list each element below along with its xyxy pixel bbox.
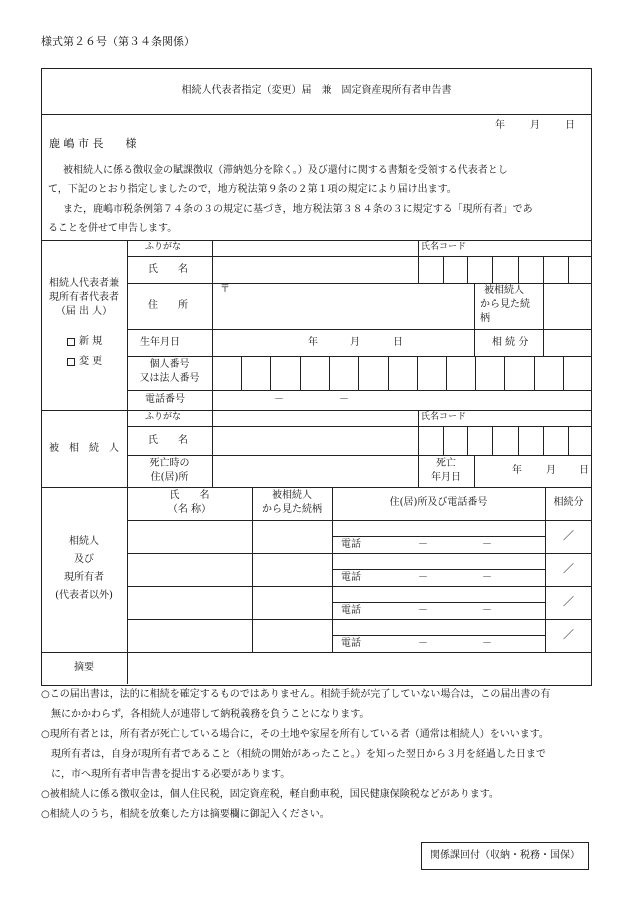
note-line: 現所有者は，自身が現所有者であること（相続の開始があったこと。）を知った翌日から３月を経過した日まで [41,749,546,760]
divider [127,283,592,284]
col-relation-line2: から見た続柄 [262,504,322,515]
rep-phone-label: 電話番号 [145,394,185,405]
divider [300,356,301,390]
heir-phone-label: 電話 [341,539,361,550]
col-name-line2: （名 称） [167,504,212,515]
heir-share-slash: ／ [563,595,574,608]
divider [127,455,592,456]
heir-phone-dash: － [482,572,492,583]
divider [127,553,592,554]
heir-share-slash: ／ [563,628,574,641]
note-line: ○被相続人に係る徴収金は，個人住民税，固定資産税，軽自動車税，国民健康保険税などがあります。 [41,789,499,800]
date-month-label: 月 [530,120,540,131]
divider [127,586,592,587]
rep-birth-label: 生年月日 [140,337,180,348]
heir-phone-label: 電話 [341,638,361,649]
rep-label-line1: 相続人代表者兼 [49,278,119,289]
divider [270,356,271,390]
divider [543,329,544,356]
divider [467,256,468,283]
divider [241,356,242,390]
change-checkbox[interactable] [67,358,75,366]
rep-relation-line2: から見た続 [480,299,530,310]
divider [388,356,389,390]
intro-line-1: 被相続人に係る徴収金の賦課徴収（滞納処分を除く。）及び還付に関する書類を受領する代表者とし [63,165,508,176]
heir-phone-label: 電話 [341,572,361,583]
divider [127,356,592,357]
divider [41,240,592,241]
birth-month-label: 月 [350,337,360,348]
heirs-label-line2: 及び [74,554,94,565]
divider [329,356,330,390]
addressee: 鹿 嶋 市 長 様 [49,137,137,150]
divider [504,356,505,390]
change-checkbox-label: 変 更 [79,356,103,367]
rep-name-code-label: 氏名コード [421,242,467,252]
new-checkbox-label: 新 規 [79,336,103,347]
heir-phone-dash: － [482,605,492,616]
intro-line-2: て，下記のとおり指定しましたので，地方税法第９条の２第１項の規定により届け出ます。 [48,184,457,195]
divider [543,256,544,283]
deceased-name-label: 氏 名 [148,435,188,446]
divider [443,426,444,455]
divider [518,426,519,455]
date-day-label: 日 [565,120,575,131]
note-line: ○相続人のうち，相続を放棄した方は摘要欄に御記入ください。 [41,809,330,820]
divider [418,410,419,455]
birth-day-label: 日 [393,337,403,348]
rep-address-label: 住 所 [148,300,188,311]
office-routing-label: 関係課回付（収納・税務・国保） [430,850,580,861]
heir-phone-dash: － [418,572,428,583]
divider [418,240,419,283]
death-month-label: 月 [546,465,556,476]
divider [534,356,535,390]
rep-id-label-line1: 個人番号 [149,359,190,370]
deceased-addr-line1: 死亡時の [149,458,190,469]
deceased-name-code-label: 氏名コード [421,412,467,422]
heir-phone-dash: － [418,638,428,649]
heir-phone-dash: － [482,638,492,649]
heirs-label-line3: 現所有者 [64,572,104,583]
divider [41,487,592,488]
death-year-label: 年 [512,465,522,476]
divider [417,356,418,390]
divider [358,356,359,390]
rep-label-line3: （届 出 人） [55,306,113,317]
rep-id-label-line2: 又は法人番号 [139,373,200,384]
col-relation-line1: 被相続人 [272,490,312,501]
divider [127,390,592,391]
form-title: 相続人代表者指定（変更）届 兼 固定資産現所有者申告書 [181,85,452,96]
divider [127,520,592,521]
divider [467,426,468,455]
phone-dash: － [274,394,284,405]
divider [41,652,592,653]
deceased-furigana-label: ふりがな [145,412,182,422]
date-year-label: 年 [495,120,505,131]
heir-phone-dash: － [418,539,428,550]
heirs-label-line1: 相続人 [69,536,99,547]
divider [543,426,544,455]
heir-share-slash: ／ [563,529,574,542]
col-name-line1: 氏 名 [169,490,210,501]
divider [474,329,475,356]
divider [474,455,475,487]
postal-mark: 〒 [220,284,230,295]
form-number: 様式第２６号（第３４条関係） [41,35,195,48]
col-address-phone: 住(居)所及び電話番号 [389,497,488,508]
death-date-line2: 年月日 [431,472,461,483]
rep-share-label: 相 続 分 [492,337,529,348]
note-line: ○この届出書は，法的に相続を確定するものではありません。相続手続が完了していない場合は，この届出書の有 [41,689,551,700]
divider [563,356,564,390]
divider [332,536,545,537]
rep-name-label: 氏 名 [148,264,188,275]
note-line: ○現所有者とは，所有者が死亡している場合に，その土地や家屋を所有している者（通常は相続人）をいいます。 [41,729,549,740]
deceased-addr-line2: 住(居)所 [150,472,189,483]
divider [446,356,447,390]
divider [543,283,544,329]
divider [518,256,519,283]
new-checkbox[interactable] [67,338,75,346]
rep-relation-line3: 柄 [480,313,490,324]
divider [475,356,476,390]
divider [41,410,592,411]
divider [41,114,592,115]
intro-line-3: また，鹿嶋市税条例第７４条の３の規定に基づき，地方税法第３８４条の３に規定する「現所有者」であ [63,204,533,215]
divider [212,240,213,410]
heirs-label-line4: (代表者以外) [55,590,113,601]
note-line: に，市へ現所有者申告書を提出する必要があります。 [41,769,291,780]
divider [492,426,493,455]
divider [443,256,444,283]
rep-relation-line1: 被相続人 [484,285,524,296]
rep-label-line2: 現所有者代表者 [49,292,119,303]
col-share: 相続分 [553,497,584,508]
divider [492,256,493,283]
heir-phone-dash: － [418,605,428,616]
divider [332,635,545,636]
divider [212,410,213,487]
divider [127,426,592,427]
divider [332,569,545,570]
divider [127,256,592,257]
birth-year-label: 年 [308,337,318,348]
phone-dash: － [339,394,349,405]
remarks-label: 摘要 [74,662,94,673]
divider [332,602,545,603]
heir-share-slash: ／ [563,562,574,575]
death-day-label: 日 [579,465,589,476]
death-date-line1: 死亡 [436,458,456,469]
divider [127,619,592,620]
divider [474,283,475,329]
divider [127,329,592,330]
divider [568,256,569,283]
divider [568,426,569,455]
heir-phone-label: 電話 [341,605,361,616]
note-line: 無にかかわらず，各相続人が連帯して納税義務を負うことになります。 [41,709,370,720]
heir-phone-dash: － [482,539,492,550]
rep-furigana-label: ふりがな [145,242,182,252]
deceased-label: 被 相 続 人 [49,443,119,454]
intro-line-4: ることを併せて申告します。 [48,223,178,234]
